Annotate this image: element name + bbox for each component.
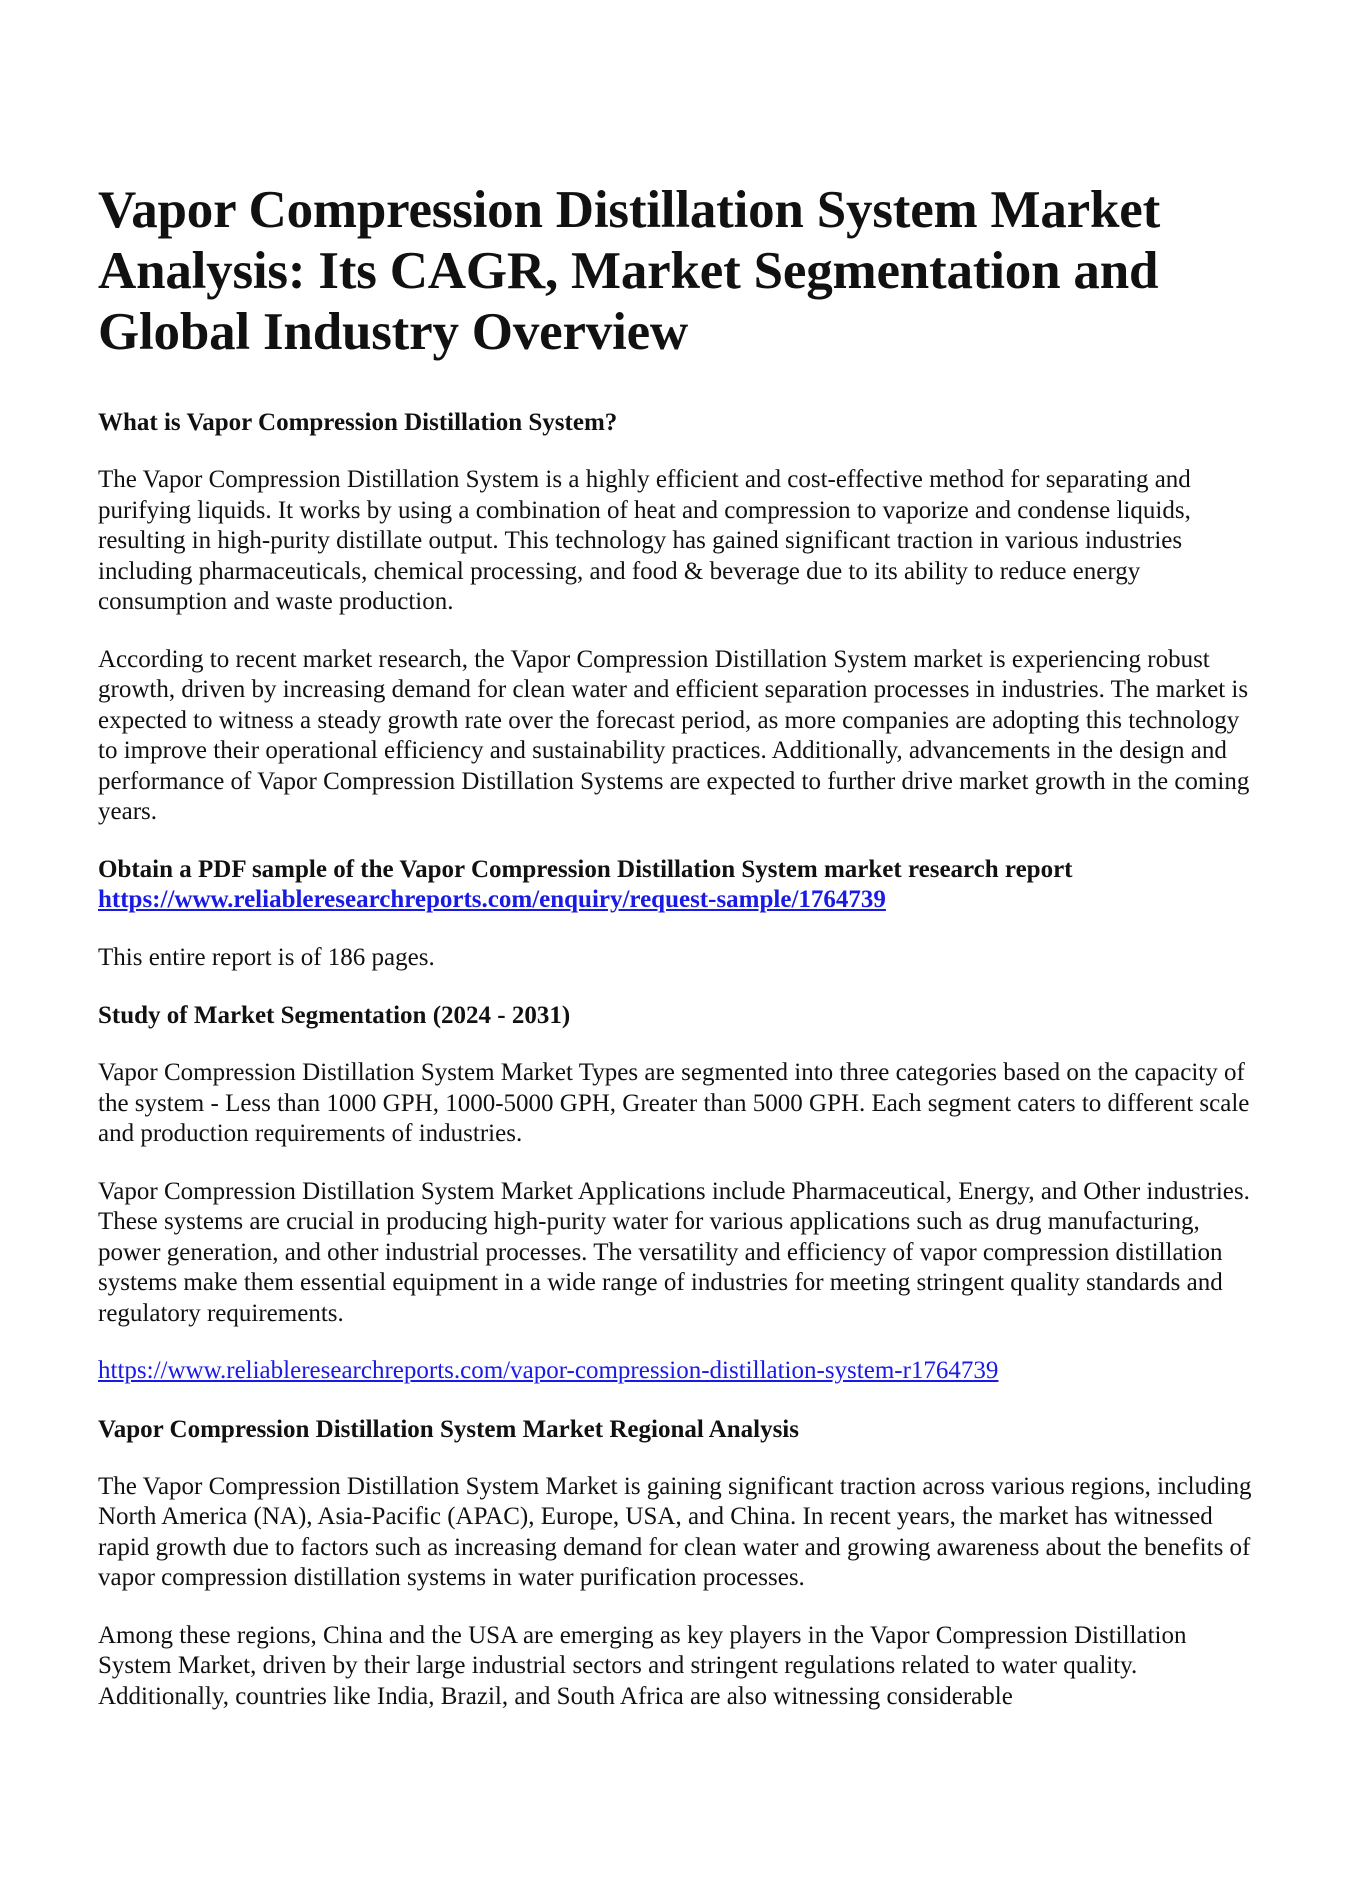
- report-link[interactable]: https://www.reliableresearchreports.com/vapor-compression-distillation-system-r1764739: [98, 1357, 999, 1384]
- paragraph-market-research: According to recent market research, the Vapor Compression Distillation System market is experiencing robust growth, driven by increasing demand for clean water and efficient separation processes in industries. The market is expected to witness a steady growth rate over the forecast period, as more companies are adopting this technology to improve their operational efficiency and sustainability practices. Additionally, advancements in the design and performance of Vapor Compression Distillation Systems are expected to further drive market growth in the coming years.: [98, 645, 1250, 825]
- report-link-paragraph: [98, 1356, 1258, 1387]
- document-page: [98, 180, 1258, 1739]
- report-pages-text: This entire report is of 186 pages.: [98, 943, 435, 971]
- sample-request-paragraph: [98, 855, 1258, 916]
- page-title: Vapor Compression Distillation System Market Analysis: Its CAGR, Market Segmentation and Global Industry Overview: [98, 181, 1161, 361]
- sample-request-link[interactable]: https://www.reliableresearchreports.com/enquiry/request-sample/1764739: [98, 886, 886, 913]
- paragraph-applications: Vapor Compression Distillation System Market Applications include Pharmaceutical, Energy, and Other industries. These systems are crucial in producing high-purity water for various applications such as drug manufacturing, power generation, and other industrial processes. The versatility and efficiency of vapor compression distillation systems make them essential equipment in a wide range of industries for meeting stringent quality standards and regulatory requirements.: [98, 1177, 1250, 1327]
- heading-what-is: What is Vapor Compression Distillation System?: [98, 409, 618, 436]
- paragraph-types: Vapor Compression Distillation System Market Types are segmented into three categories based on the capacity of the system - Less than 1000 GPH, 1000-5000 GPH, Greater than 5000 GPH. Each segment caters to different scale and production requirements of industries.: [98, 1059, 1250, 1147]
- paragraph-regions-players: Among these regions, China and the USA are emerging as key players in the Vapor Compression Distillation System Market, driven by their large industrial sectors and stringent regulations related to water quality. Additionally, countries like India, Brazil, and South Africa are also witnessing considerable: [98, 1621, 1187, 1710]
- sample-request-text: Obtain a PDF sample of the Vapor Compression Distillation System market research report: [98, 855, 1073, 883]
- paragraph-regional: The Vapor Compression Distillation System Market is gaining significant traction across various regions, including North America (NA), Asia-Pacific (APAC), Europe, USA, and China. In recent years, the market has witnessed rapid growth due to factors such as increasing demand for clean water and growing awareness about the benefits of vapor compression distillation systems in water purification processes.: [98, 1472, 1252, 1591]
- heading-segmentation: Study of Market Segmentation (2024 - 2031): [98, 1002, 571, 1029]
- heading-regional-analysis: Vapor Compression Distillation System Market Regional Analysis: [98, 1415, 799, 1443]
- paragraph-intro: The Vapor Compression Distillation System is a highly efficient and cost-effective method for separating and purifying liquids. It works by using a combination of heat and compression to vaporize and condense liquids, resulting in high-purity distillate output. This technology has gained significant traction in various industries including pharmaceuticals, chemical processing, and food & beverage due to its ability to reduce energy consumption and waste production.: [98, 466, 1191, 615]
